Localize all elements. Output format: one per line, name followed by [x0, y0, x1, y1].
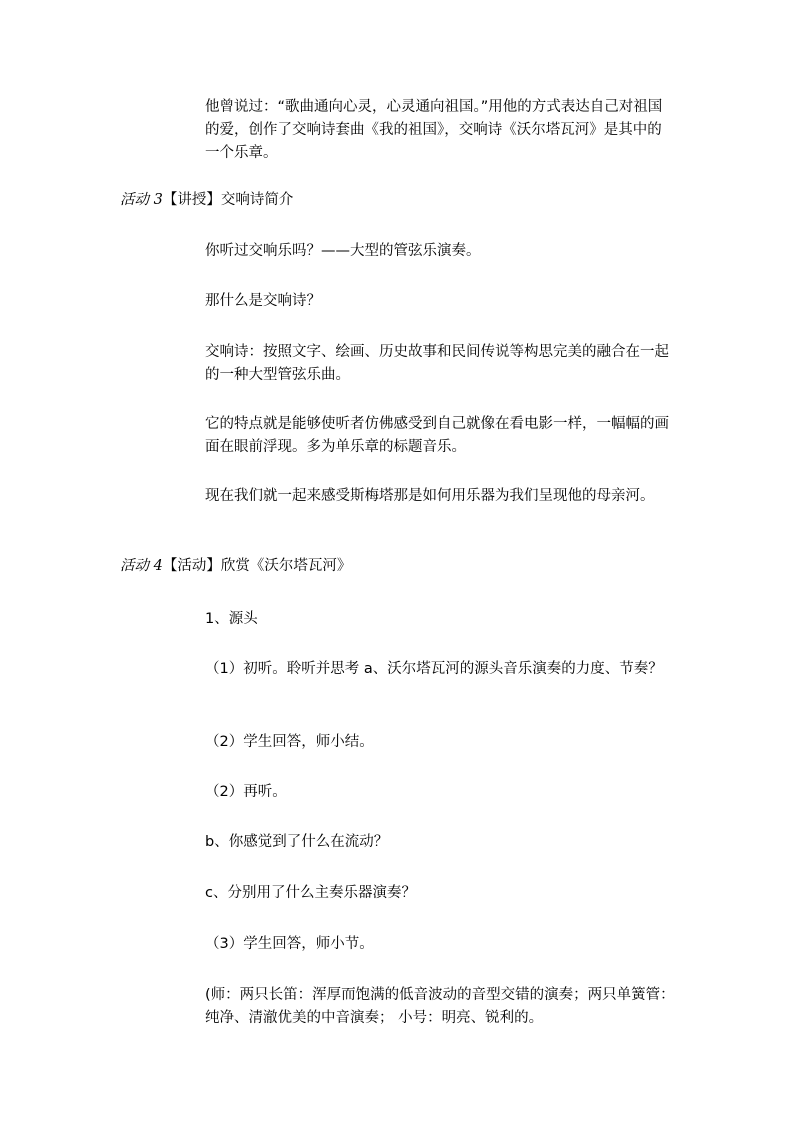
activity-3-heading: [120, 189, 293, 212]
paragraph-features: 它的特点就是能够使听者仿佛感受到自己就像在看电影一样，一幅幅的画面在眼前浮现。多为单乐章的标题音乐。: [205, 416, 669, 455]
intro-paragraph: 他曾说过：“歌曲通向心灵，心灵通向祖国。”用他的方式表达自己对祖国的爱，创作了交响诗套曲《我的祖国》，交响诗《沃尔塔瓦河》是其中的一个乐章。: [205, 99, 663, 161]
item-first-listen: （1）初听。聆听并思考 a、沃尔塔瓦河的源头音乐演奏的力度、节奏？: [205, 661, 663, 677]
question-c: c、分别用了什么主奏乐器演奏？: [205, 885, 416, 901]
paragraph-symphony-question: 你听过交响乐吗？——大型的管弦乐演奏。: [205, 243, 481, 259]
activity-4-heading: [120, 555, 351, 578]
question-b: b、你感觉到了什么在流动？: [205, 834, 389, 850]
item-students-answer-1: （2）学生回答，师小结。: [205, 734, 374, 750]
paragraph-lets-feel: 现在我们就一起来感受斯梅塔那是如何用乐器为我们呈现他的母亲河。: [205, 488, 655, 504]
activity-3-title: 【讲授】交响诗简介: [162, 192, 294, 208]
activity-4-title: 【活动】欣赏《沃尔塔瓦河》: [162, 558, 352, 574]
paragraph-what-is-symphonic-poem: 那什么是交响诗？: [205, 293, 321, 309]
teacher-notes: (师：两只长笛：浑厚而饱满的低音波动的音型交错的演奏；两只单簧管：纯净、清澈优美的中音演奏； 小号：明亮、锐利的。: [205, 987, 675, 1026]
paragraph-symphonic-poem-definition: 交响诗：按照文字、绘画、历史故事和民间传说等构思完美的融合在一起的一种大型管弦乐曲。: [205, 344, 669, 383]
item-source: 1、源头: [205, 611, 258, 627]
activity-4-prefix: 活动 4: [120, 558, 163, 574]
item-students-answer-2: （3）学生回答，师小节。: [205, 936, 374, 952]
item-listen-again: （2）再听。: [205, 784, 287, 800]
activity-3-prefix: 活动 3: [120, 192, 163, 208]
